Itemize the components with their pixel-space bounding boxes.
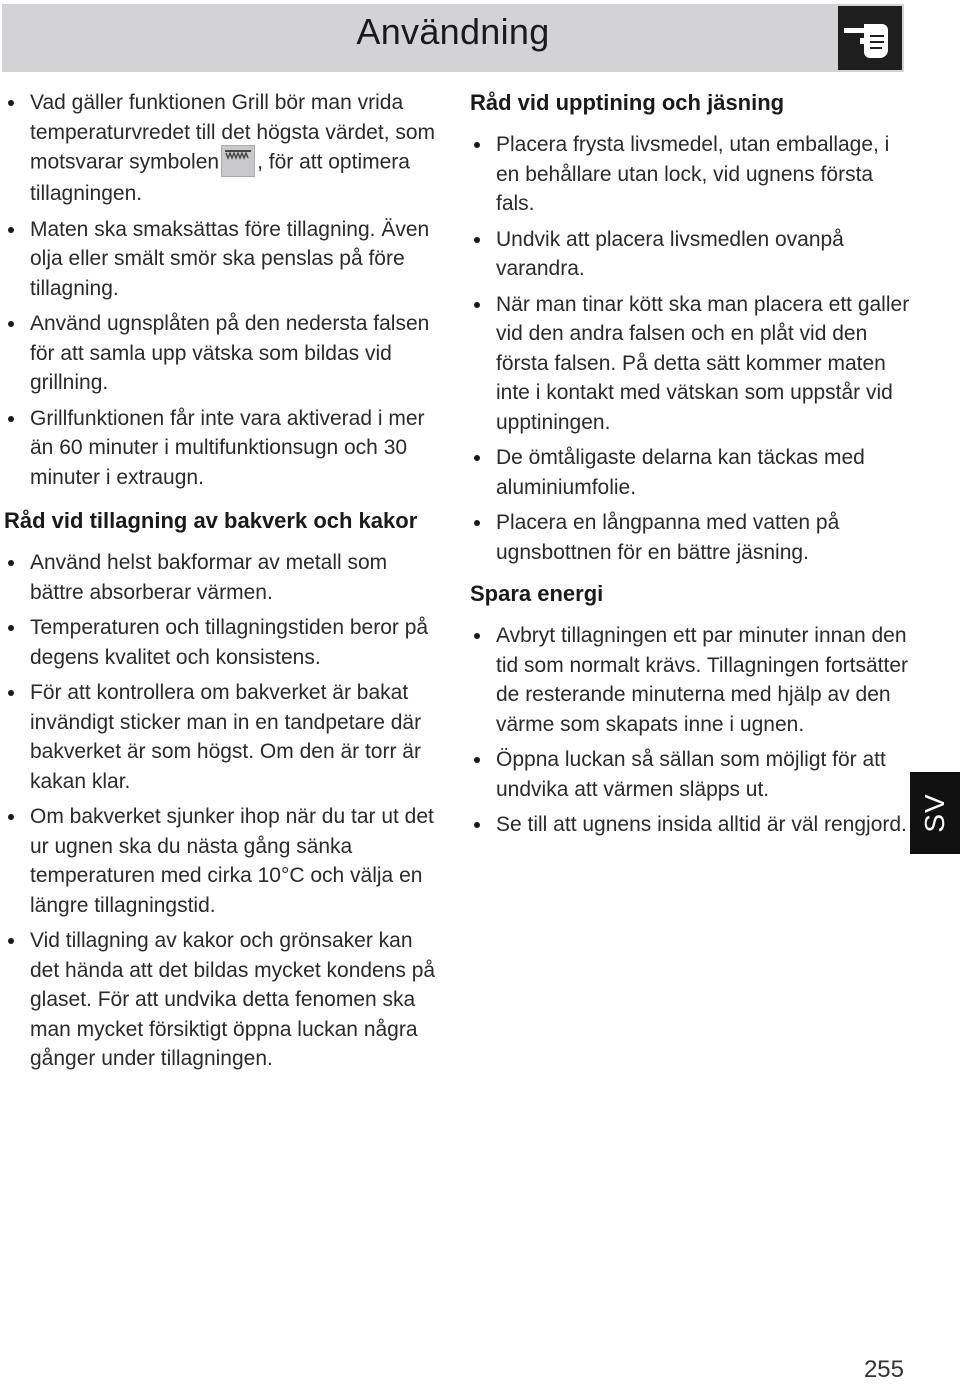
list-item: Grillfunktionen får inte vara aktiverad i mer än 60 minuter i multifunktionsugn och 30 minuter i extraugn. <box>4 404 440 493</box>
list-item: Avbryt tillagningen ett par minuter innan den tid som normalt krävs. Tillagningen fortsätter de resterande minuterna med hjälp av den värme som skapats inne i ugnen. <box>470 621 910 739</box>
energy-list <box>470 621 910 840</box>
list-item: Vid tillagning av kakor och grönsaker kan det hända att det bildas mycket kondens på glaset. För att undvika detta fenomen ska man mycket försiktigt öppna luckan några gånger under tillagningen. <box>4 926 440 1074</box>
section-heading-baking: Råd vid tillagning av bakverk och kakor <box>4 508 418 533</box>
intro-list <box>4 88 440 492</box>
grill-symbol-icon <box>221 145 255 177</box>
pointing-hand-icon <box>838 6 902 70</box>
list-item: Använd helst bakformar av metall som bättre absorberar värmen. <box>4 548 440 607</box>
list-item: Placera frysta livsmedel, utan emballage, i en behållare utan lock, vid ugnens första fals. <box>470 130 910 219</box>
list-item: Temperaturen och tillagningstiden beror på degens kvalitet och konsistens. <box>4 613 440 672</box>
language-tab-label: SV <box>919 793 950 833</box>
list-item: Se till att ugnens insida alltid är väl rengjord. <box>470 810 910 840</box>
thawing-list <box>470 130 910 567</box>
list-item: Om bakverket sjunker ihop när du tar ut det ur ugnen ska du nästa gång sänka temperaturen med cirka 10°C och välja en längre tillagningstid. <box>4 802 440 920</box>
page-title: Användning <box>356 11 550 52</box>
section-heading-thawing: Råd vid upptining och jäsning <box>470 90 785 115</box>
list-item: För att kontrollera om bakverket är bakat invändigt sticker man in en tandpetare där bakverket är som högst. Om den är torr är kakan klar. <box>4 678 440 796</box>
list-item: Placera en långpanna med vatten på ugnsbottnen för en bättre jäsning. <box>470 508 910 567</box>
page-number: 255 <box>863 1356 904 1383</box>
list-item: Använd ugnsplåten på den nedersta falsen för att samla upp vätska som bildas vid grillning. <box>4 309 440 398</box>
list-item: Vad gäller funktionen Grill bör man vrida temperaturvredet till det högsta värdet, som motsvarar symbolen , för att optimera tillagningen. <box>4 88 440 209</box>
section-heading-energy: Spara energi <box>470 581 604 606</box>
language-tab <box>910 772 960 854</box>
list-item: Maten ska smaksättas före tillagning. Även olja eller smält smör ska penslas på före tillagning. <box>4 215 440 304</box>
baking-list <box>4 548 440 1074</box>
list-item: När man tinar kött ska man placera ett galler vid den andra falsen och en plåt vid den första falsen. På detta sätt kommer maten inte i kontakt med vätskan som uppstår vid upptiningen. <box>470 290 910 438</box>
list-item: De ömtåligaste delarna kan täckas med aluminiumfolie. <box>470 443 910 502</box>
left-column <box>4 88 440 1080</box>
right-column <box>470 88 910 846</box>
list-item: Undvik att placera livsmedlen ovanpå varandra. <box>470 225 910 284</box>
list-item: Öppna luckan så sällan som möjligt för att undvika att värmen släpps ut. <box>470 745 910 804</box>
